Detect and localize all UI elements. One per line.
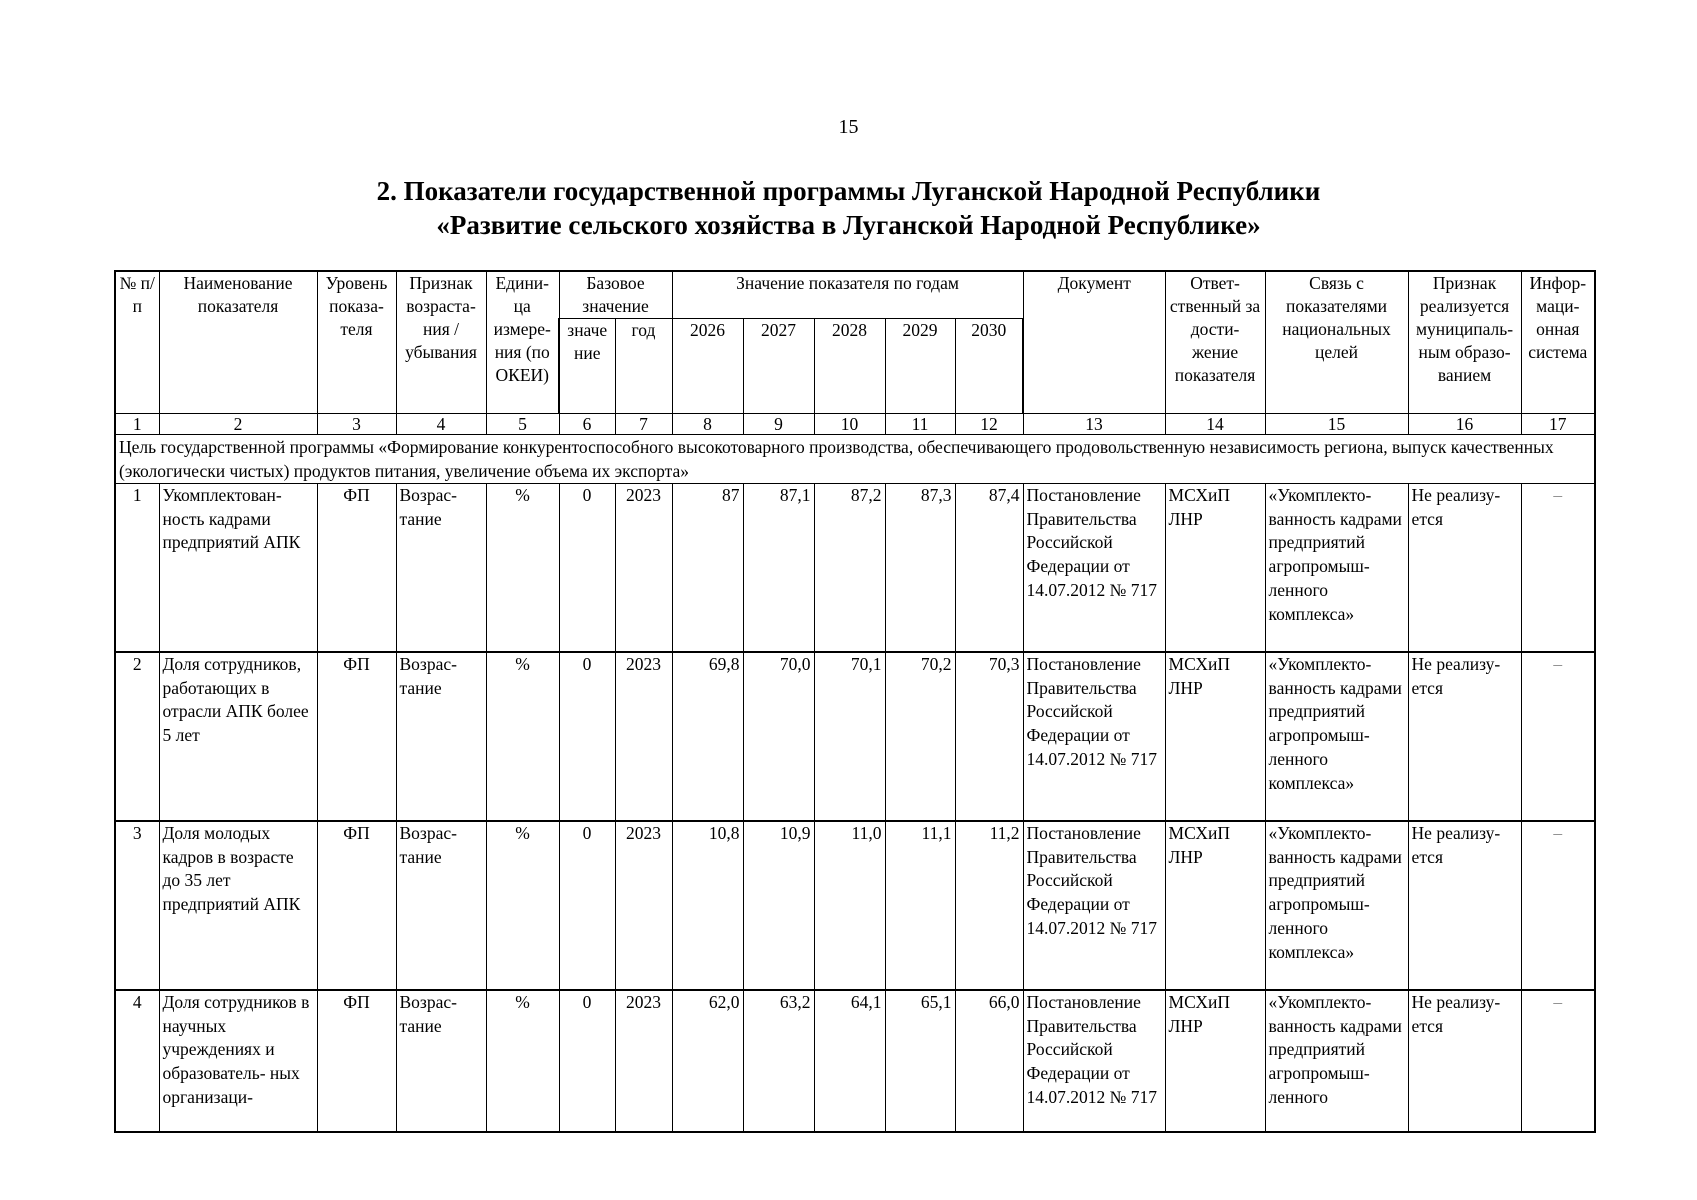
indicator-base-value: 0 <box>559 652 615 821</box>
indicator-value-2027: 10,9 <box>743 821 814 990</box>
indicator-unit: % <box>486 652 559 821</box>
indicator-document: Постановление Правительства Российской Федерации от 14.07.2012 № 717 <box>1023 990 1165 1132</box>
indicator-name: Доля молодых кадров в возрасте до 35 лет предприятий АПК <box>159 821 317 990</box>
column-number: 15 <box>1265 414 1408 435</box>
indicator-unit: % <box>486 484 559 653</box>
column-numbers-row <box>115 414 1595 435</box>
header-unit: Едини- ца измере- ния (по ОКЕИ) <box>486 271 559 414</box>
indicator-responsible: МСХиП ЛНР <box>1165 652 1265 821</box>
indicator-level: ФП <box>317 652 396 821</box>
indicator-value-2027: 63,2 <box>743 990 814 1132</box>
header-responsible: Ответ- ственный за дости- жение показателя <box>1165 271 1265 414</box>
header-year-2030: 2030 <box>955 319 1023 414</box>
indicator-responsible: МСХиП ЛНР <box>1165 990 1265 1132</box>
indicators-table <box>114 270 1596 1133</box>
indicator-row <box>115 990 1595 1132</box>
indicator-value-2028: 64,1 <box>814 990 885 1132</box>
indicator-name: Укомплектован- ность кадрами предприятий АПК <box>159 484 317 653</box>
indicator-national-goal-link: «Укомплекто- ванность кадрами предприятий агропромыш- ленного <box>1265 990 1408 1132</box>
indicator-responsible: МСХиП ЛНР <box>1165 821 1265 990</box>
header-link: Связь с показателями национальных целей <box>1265 271 1408 414</box>
program-goal-row <box>115 435 1595 484</box>
indicator-info-system: – <box>1521 990 1595 1132</box>
indicator-value-2029: 87,3 <box>885 484 955 653</box>
program-goal: Цель государственной программы «Формирование конкурентоспособного высокотоварного производства, обеспечивающего продовольственную независимость региона, выпуск качественных (экологически чистых) продуктов питания, увеличение объема их экспорта» <box>115 435 1595 484</box>
header-year-2028: 2028 <box>814 319 885 414</box>
column-number: 4 <box>396 414 486 435</box>
indicator-row <box>115 652 1595 821</box>
title-line-1: 2. Показатели государственной программы Луганской Народной Республики <box>376 176 1321 206</box>
header-year-2026: 2026 <box>672 319 743 414</box>
indicator-base-value: 0 <box>559 990 615 1132</box>
indicator-base-year: 2023 <box>615 821 672 990</box>
indicator-number: 3 <box>115 821 159 990</box>
indicator-national-goal-link: «Укомплекто- ванность кадрами предприятий агропромыш- ленного комплекса» <box>1265 484 1408 653</box>
indicator-trend: Возрас- тание <box>396 821 486 990</box>
indicator-value-2030: 70,3 <box>955 652 1023 821</box>
indicator-value-2027: 87,1 <box>743 484 814 653</box>
column-number: 6 <box>559 414 615 435</box>
indicator-level: ФП <box>317 484 396 653</box>
indicator-document: Постановление Правительства Российской Федерации от 14.07.2012 № 717 <box>1023 484 1165 653</box>
column-number: 16 <box>1408 414 1521 435</box>
indicator-number: 2 <box>115 652 159 821</box>
header-document: Документ <box>1023 271 1165 414</box>
header-info-system: Инфор- маци- онная система <box>1521 271 1595 414</box>
indicator-document: Постановление Правительства Российской Федерации от 14.07.2012 № 717 <box>1023 821 1165 990</box>
column-number: 10 <box>814 414 885 435</box>
indicator-trend: Возрас- тание <box>396 484 486 653</box>
indicator-info-system: – <box>1521 821 1595 990</box>
indicator-number: 4 <box>115 990 159 1132</box>
header-years-group: Значение показателя по годам <box>672 271 1023 319</box>
column-number: 13 <box>1023 414 1165 435</box>
header-row-1 <box>115 271 1595 319</box>
indicator-value-2030: 11,2 <box>955 821 1023 990</box>
header-level: Уровень показа- теля <box>317 271 396 414</box>
indicator-value-2028: 87,2 <box>814 484 885 653</box>
indicator-value-2027: 70,0 <box>743 652 814 821</box>
indicator-unit: % <box>486 990 559 1132</box>
indicator-value-2030: 66,0 <box>955 990 1023 1132</box>
header-base-year: год <box>615 319 672 414</box>
indicator-value-2028: 11,0 <box>814 821 885 990</box>
indicator-municipal-flag: Не реализу- ется <box>1408 990 1521 1132</box>
indicator-value-2029: 65,1 <box>885 990 955 1132</box>
header-num: № п/п <box>115 271 159 414</box>
column-number: 11 <box>885 414 955 435</box>
page-number: 15 <box>838 116 859 138</box>
header-municipal: Признак реализуется муниципаль- ным образо- ванием <box>1408 271 1521 414</box>
header-name: Наименование показателя <box>159 271 317 414</box>
indicator-level: ФП <box>317 990 396 1132</box>
column-number: 17 <box>1521 414 1595 435</box>
indicator-level: ФП <box>317 821 396 990</box>
title-line-2: «Развитие сельского хозяйства в Луганской Народной Республике» <box>436 210 1261 240</box>
indicator-name: Доля сотрудников, работающих в отрасли АПК более 5 лет <box>159 652 317 821</box>
indicator-value-2029: 11,1 <box>885 821 955 990</box>
indicator-base-year: 2023 <box>615 652 672 821</box>
column-number: 8 <box>672 414 743 435</box>
indicator-municipal-flag: Не реализу- ется <box>1408 652 1521 821</box>
indicator-national-goal-link: «Укомплекто- ванность кадрами предприятий агропромыш- ленного комплекса» <box>1265 652 1408 821</box>
column-number: 7 <box>615 414 672 435</box>
indicator-value-2026: 10,8 <box>672 821 743 990</box>
indicator-row <box>115 484 1595 653</box>
indicator-trend: Возрас- тание <box>396 652 486 821</box>
indicator-value-2028: 70,1 <box>814 652 885 821</box>
header-base-value: значе ние <box>559 319 615 414</box>
indicator-value-2026: 62,0 <box>672 990 743 1132</box>
column-number: 2 <box>159 414 317 435</box>
indicator-base-year: 2023 <box>615 990 672 1132</box>
indicator-base-value: 0 <box>559 821 615 990</box>
indicator-base-year: 2023 <box>615 484 672 653</box>
indicator-row <box>115 821 1595 990</box>
indicator-trend: Возрас- тание <box>396 990 486 1132</box>
header-year-2027: 2027 <box>743 319 814 414</box>
indicator-name: Доля сотрудников в научных учреждениях и образователь- ных организаци- <box>159 990 317 1132</box>
indicator-number: 1 <box>115 484 159 653</box>
header-trend: Признак возраста- ния / убывания <box>396 271 486 414</box>
indicator-info-system: – <box>1521 652 1595 821</box>
indicator-value-2029: 70,2 <box>885 652 955 821</box>
indicator-value-2026: 69,8 <box>672 652 743 821</box>
header-year-2029: 2029 <box>885 319 955 414</box>
indicator-document: Постановление Правительства Российской Федерации от 14.07.2012 № 717 <box>1023 652 1165 821</box>
indicator-municipal-flag: Не реализу- ется <box>1408 484 1521 653</box>
column-number: 12 <box>955 414 1023 435</box>
column-number: 3 <box>317 414 396 435</box>
document-title <box>0 174 1697 242</box>
column-number: 1 <box>115 414 159 435</box>
indicator-municipal-flag: Не реализу- ется <box>1408 821 1521 990</box>
header-base: Базовое значение <box>559 271 672 319</box>
indicator-national-goal-link: «Укомплекто- ванность кадрами предприятий агропромыш- ленного комплекса» <box>1265 821 1408 990</box>
indicator-info-system: – <box>1521 484 1595 653</box>
indicator-unit: % <box>486 821 559 990</box>
indicator-value-2030: 87,4 <box>955 484 1023 653</box>
column-number: 14 <box>1165 414 1265 435</box>
indicator-responsible: МСХиП ЛНР <box>1165 484 1265 653</box>
column-number: 9 <box>743 414 814 435</box>
column-number: 5 <box>486 414 559 435</box>
indicator-value-2026: 87 <box>672 484 743 653</box>
indicator-base-value: 0 <box>559 484 615 653</box>
